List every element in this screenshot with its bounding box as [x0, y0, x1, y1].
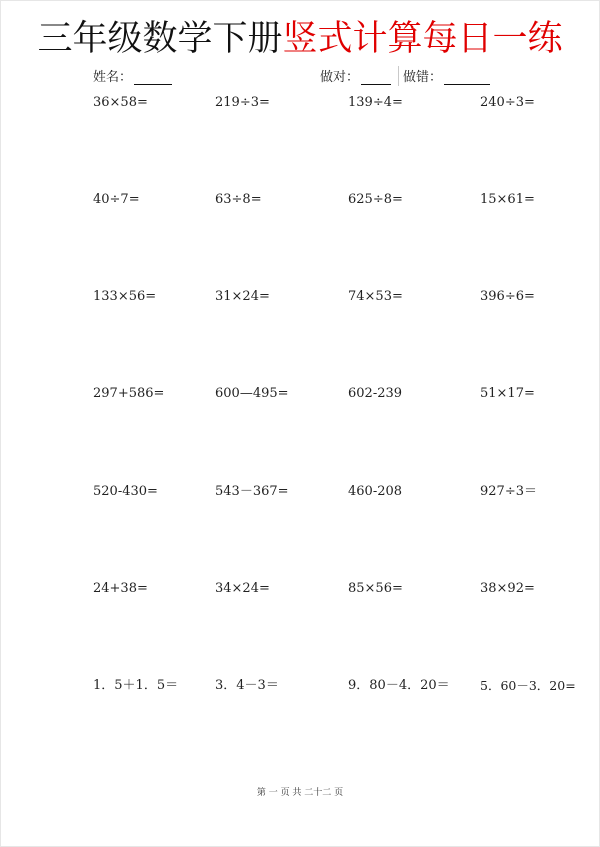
problem-r2-c2: 63÷8= — [215, 192, 262, 207]
title-red-part: 竖式计算每日一练 — [282, 19, 563, 59]
problem-r1-c2: 219÷3= — [215, 95, 270, 110]
problem-r7-c3: 9．80－4．20＝ — [348, 678, 450, 693]
name-field[interactable] — [93, 66, 172, 88]
problem-r3-c3: 74×53= — [348, 289, 403, 304]
problem-r6-c2: 34×24= — [215, 581, 270, 596]
problem-r2-c3: 625÷8= — [348, 192, 403, 207]
correct-field[interactable] — [320, 66, 391, 88]
wrong-label: 做错： — [403, 70, 443, 85]
worksheet-title — [0, 14, 600, 64]
title-black-part: 三年级数学下册 — [37, 19, 283, 59]
problem-r4-c4: 51×17= — [480, 386, 535, 401]
correct-blank[interactable] — [361, 70, 391, 85]
page-footer: 第 一 页 共 二十二 页 — [256, 788, 344, 798]
problem-r7-c2: 3．4－3＝ — [215, 678, 279, 693]
problem-r4-c1: 297+586= — [93, 386, 165, 401]
problem-r3-c1: 133×56= — [93, 289, 157, 304]
problem-r2-c4: 15×61= — [480, 192, 535, 207]
correct-label: 做对： — [320, 70, 360, 85]
divider-mark — [398, 66, 399, 86]
problem-r5-c1: 520-430= — [93, 484, 158, 499]
problem-r7-c4: 5．60－3．20= — [480, 678, 576, 693]
problem-r6-c4: 38×92= — [480, 581, 535, 596]
problem-r6-c1: 24+38= — [93, 581, 148, 596]
name-label: 姓名： — [93, 70, 133, 85]
problem-r5-c2: 543－367= — [215, 484, 289, 499]
problem-r2-c1: 40÷7= — [93, 192, 140, 207]
problem-r1-c1: 36×58= — [93, 95, 148, 110]
problem-r6-c3: 85×56= — [348, 581, 403, 596]
problem-r7-c1: 1．5＋1．5＝ — [93, 678, 179, 693]
problem-r3-c4: 396÷6= — [480, 289, 535, 304]
problem-r1-c3: 139÷4= — [348, 95, 403, 110]
problem-r5-c3: 460-208 — [348, 484, 403, 499]
wrong-blank[interactable] — [444, 70, 490, 85]
wrong-field[interactable] — [403, 66, 490, 88]
name-blank[interactable] — [134, 70, 172, 85]
problem-r3-c2: 31×24= — [215, 289, 270, 304]
problem-r1-c4: 240÷3= — [480, 95, 535, 110]
problem-r5-c4: 927÷3＝ — [480, 484, 537, 499]
problem-r4-c2: 600—495= — [215, 386, 289, 401]
problem-r4-c3: 602-239 — [348, 386, 403, 401]
